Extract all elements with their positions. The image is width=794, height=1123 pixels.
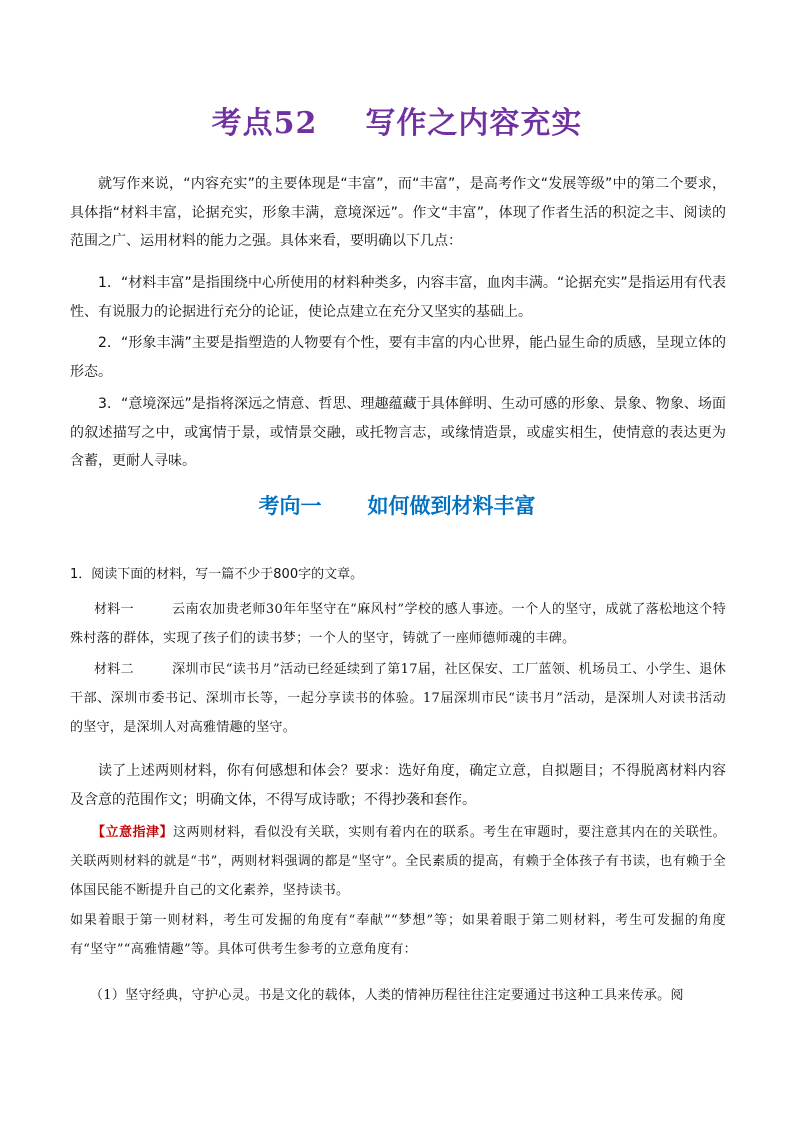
page-title [0,98,794,142]
title-topic-number: 考点52 [211,106,318,141]
material-1 [70,595,726,653]
guide-text-1: 这两则材料，看似没有关联，实则有着内在的联系。考生在审题时，要注意其内在的关联性。关联两则材料的就是“书”，两则材料强调的都是“坚守”。全民素质的提高，有赖于全体孩子有书读，也有赖于全体国民能不断提升自己的文化素养，坚持读书。 [70,825,726,898]
point-1-paragraph: 1．“材料丰富”是指围绕中心所使用的材料种类多，内容丰富，血肉丰满。“论据充实”是指运用有代表性、有说服力的论据进行充分的论证，使论点建立在充分又坚实的基础上。 [70,275,726,320]
title-topic-name: 写作之内容充实 [365,106,583,141]
point-3-paragraph: 3．“意境深远”是指将深远之情意、哲思、理趣蕴藏于具体鲜明、生动可感的形象、景象、物象、场面的叙述描写之中，或寓情于景，或情景交融，或托物言志，或缘情造景，或虚实相生，使情意的表达更为含蓄，更耐人寻味。 [70,396,726,469]
section-label: 考向一 [258,494,322,518]
guide-paragraph-1 [70,818,726,905]
intro-paragraph: 就写作来说，“内容充实”的主要体现是“丰富”，而“丰富”，是高考作文“发展等级”中的第二个要求，具体指“材料丰富，论据充实，形象丰满，意境深远”。作文“丰富”，体现了作者生活的积淀之丰、阅读的范围之广、运用材料的能力之强。具体来看，要明确以下几点： [70,176,726,249]
guide-tag: 【立意指津】 [92,825,173,840]
material-1-label: 材料一 [94,602,134,617]
material-2 [70,655,726,742]
point-2-paragraph: 2．“形象丰满”主要是指塑造的人物要有个性，要有丰富的内心世界，能凸显生命的质感，呈现立体的形态。 [70,335,726,380]
question-requirement: 读了上述两则材料，你有何感想和体会？要求：选好角度，确定立意，自拟题目；不得脱离材料内容及含意的范围作文；明确文体，不得写成诗歌；不得抄袭和套作。 [70,763,726,808]
guide-paragraph-2: 如果着眼于第一则材料，考生可发掘的角度有“奉献”“梦想”等；如果着眼于第二则材料，考生可发掘的角度有“坚守”“高雅情趣”等。具体可供考生参考的立意角度有： [70,913,726,957]
section-title: 如何做到材料丰富 [367,494,536,518]
material-2-text: 深圳市民“读书月”活动已经延续到了第17届，社区保安、工厂蓝领、机场员工、小学生、退休干部、深圳市委书记、深圳市长等，一起分享读书的体验。17届深圳市民“读书月”活动，是深圳人对读书活动的坚守，是深圳人对高雅情趣的坚守。 [70,662,726,735]
material-1-text: 云南农加贵老师30年年坚守在“麻风村”学校的感人事迹。一个人的坚守，成就了落松地这个特殊村落的群体，实现了孩子们的读书梦；一个人的坚守，铸就了一座师德师魂的丰碑。 [70,602,726,646]
question-prompt: 1．阅读下面的材料，写一篇不少于800字的文章。 [70,567,364,582]
guide-paragraph-3: （1）坚守经典，守护心灵。书是文化的载体，人类的情神历程往往注定要通过书这种工具来传承。阅 [90,988,684,1003]
section-heading [0,490,794,520]
material-2-label: 材料二 [94,662,134,677]
